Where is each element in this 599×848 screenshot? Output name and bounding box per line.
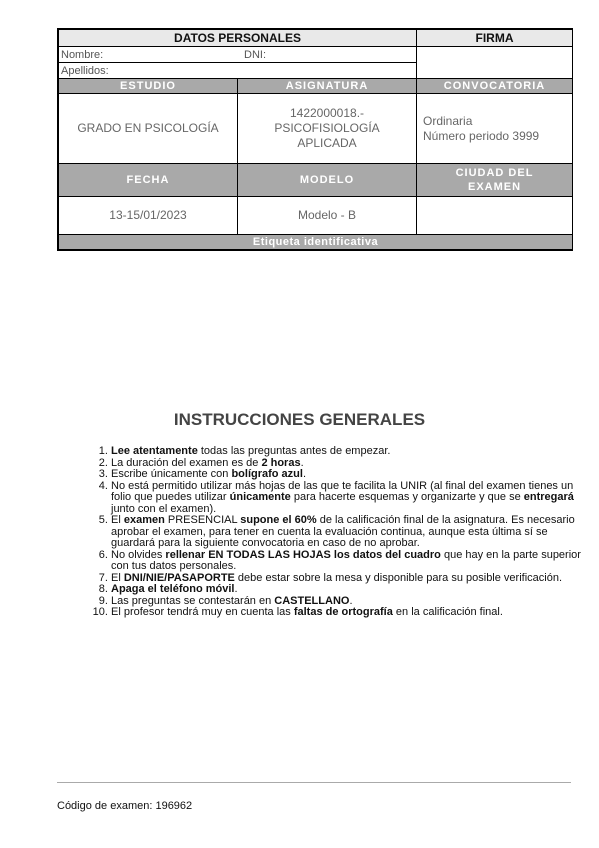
instruction-item: 7. El DNI/NIE/PASAPORTE debe estar sobre la mesa y disponible para su posible verificación.: [111, 573, 589, 585]
asignatura-name-line2: APLICADA: [297, 136, 357, 150]
dni-label: DNI:: [244, 48, 266, 61]
fecha-header: FECHA: [59, 164, 238, 197]
fecha-value: 13-15/01/2023: [59, 197, 238, 235]
datos-personales-header: DATOS PERSONALES: [59, 30, 417, 47]
asignatura-header: ASIGNATURA: [238, 79, 417, 94]
modelo-value: Modelo - B: [238, 197, 417, 235]
ciudad-header-line2: EXAMEN: [467, 181, 522, 193]
exam-header-table: [57, 28, 573, 251]
instruction-item: 8. Apaga el teléfono móvil.: [111, 584, 589, 596]
modelo-header: MODELO: [238, 164, 417, 197]
asignatura-code: 1422000018.-: [289, 106, 365, 120]
nombre-field[interactable]: [59, 47, 417, 63]
apellidos-field[interactable]: [59, 63, 417, 79]
convocatoria-period: Número periodo 3999: [423, 128, 540, 143]
ciudad-header-line1: CIUDAD DEL: [455, 167, 534, 179]
instruction-item: 6. No olvides rellenar EN TODAS LAS HOJAS los datos del cuadro que hay en la parte superior con tus datos personales.: [111, 550, 589, 573]
instruction-item: 1. Lee atentamente todas las preguntas antes de empezar.: [111, 446, 589, 458]
asignatura-name-line1: PSICOFISIOLOGÍA: [274, 121, 380, 135]
apellidos-label: Apellidos:: [61, 64, 109, 77]
firma-header: FIRMA: [417, 30, 573, 47]
instruction-item: 4. No está permitido utilizar más hojas de las que te facilita la UNIR (al final del examen tienes un folio que puedes utilizar únicamente para hacerte esquemas y organizarte y que se entregará junto con el examen).: [111, 481, 589, 516]
convocatoria-type: Ordinaria: [423, 113, 473, 128]
firma-box[interactable]: [417, 47, 573, 79]
instruction-item: 2. La duración del examen es de 2 horas.: [111, 458, 589, 470]
asignatura-value: [238, 94, 417, 164]
ciudad-header: [417, 164, 573, 197]
instruction-item: 5. El examen PRESENCIAL supone el 60% de la calificación final de la asignatura. Es necesario aprobar el examen, para tener en cuenta la evaluación continua, aunque esta última sí se guardará para la siguiente convocatoria en caso de no aprobar.: [111, 515, 589, 550]
instruction-item: 10. El profesor tendrá muy en cuenta las faltas de ortografía en la calificación final.: [111, 607, 589, 619]
instructions-title: INSTRUCCIONES GENERALES: [173, 410, 426, 429]
footer-divider: [57, 782, 571, 783]
convocatoria-header: CONVOCATORIA: [417, 79, 573, 94]
ciudad-value[interactable]: [417, 197, 573, 235]
instruction-item: 9. Las preguntas se contestarán en CASTELLANO.: [111, 596, 589, 608]
exam-code: Código de examen: 196962: [57, 800, 193, 812]
instructions-list: [92, 446, 589, 619]
etiqueta-identificativa-bar: Etiqueta identificativa: [59, 235, 573, 250]
estudio-value: GRADO EN PSICOLOGÍA: [59, 94, 238, 164]
instruction-item: 3. Escribe únicamente con bolígrafo azul.: [111, 469, 589, 481]
convocatoria-value: [417, 94, 573, 164]
estudio-header: ESTUDIO: [59, 79, 238, 94]
nombre-label: Nombre:: [61, 48, 104, 61]
